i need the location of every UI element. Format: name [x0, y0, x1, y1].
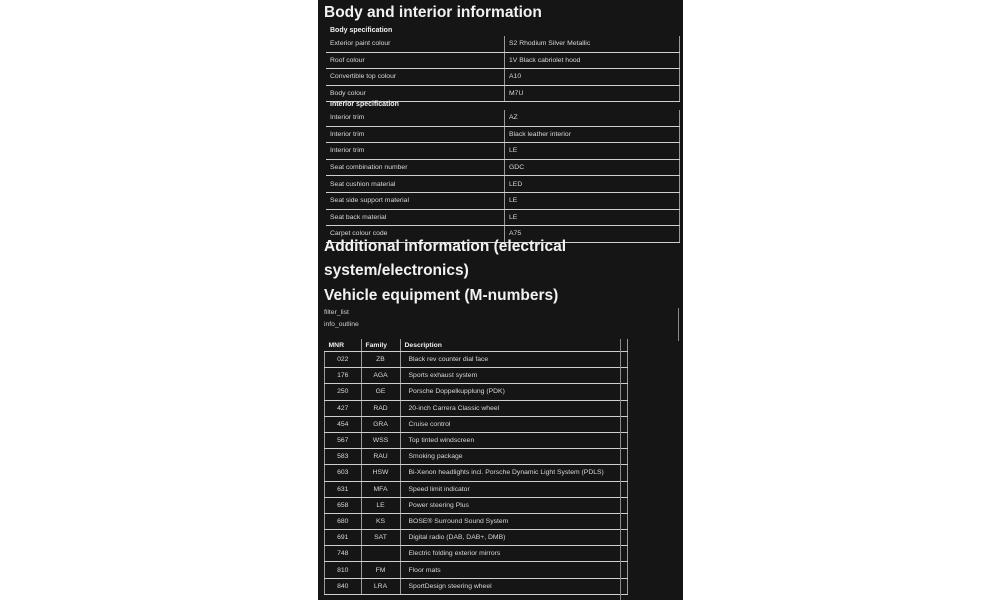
mnr-cell: 454: [325, 416, 362, 432]
mnr-cell: 631: [325, 481, 362, 497]
equipment-row: [325, 546, 628, 562]
equipment-table: [324, 339, 628, 595]
family-cell: RAD: [361, 400, 400, 416]
body-spec-label: Body specification: [330, 27, 393, 34]
toolbar-divider: [678, 308, 679, 341]
spec-value: LE: [505, 143, 680, 160]
family-cell: AGA: [361, 368, 400, 384]
spec-value: A75: [505, 226, 680, 243]
mnr-cell: 748: [325, 546, 362, 562]
spec-row: [326, 192, 680, 209]
description-cell: Smoking package: [400, 449, 628, 465]
spec-row: [326, 85, 680, 102]
description-cell: Black rev counter dial face: [400, 352, 628, 368]
spec-key: Seat back material: [326, 209, 505, 226]
spec-value: A10: [505, 69, 680, 86]
spec-key: Interior trim: [326, 110, 505, 126]
spec-row: [326, 110, 680, 126]
family-cell: FM: [361, 562, 400, 578]
spec-row: [326, 176, 680, 193]
equipment-row: [325, 562, 628, 578]
spec-row: [326, 159, 680, 176]
additional-info-heading: Additional information (electrical: [324, 238, 566, 255]
spec-row: [326, 143, 680, 160]
mnr-cell: 250: [325, 384, 362, 400]
spec-row: [326, 52, 680, 69]
spec-key: Seat combination number: [326, 159, 505, 176]
family-cell: KS: [361, 513, 400, 529]
family-cell: WSS: [361, 432, 400, 448]
mnr-cell: 567: [325, 432, 362, 448]
family-cell: MFA: [361, 481, 400, 497]
mnr-cell: 022: [325, 352, 362, 368]
spec-key: Carpet colour code: [326, 226, 505, 243]
equipment-row: [325, 416, 628, 432]
mnr-cell: 427: [325, 400, 362, 416]
spec-key: Interior trim: [326, 126, 505, 143]
spec-value: M7U: [505, 85, 680, 102]
spec-row: [326, 69, 680, 86]
family-cell: LE: [361, 497, 400, 513]
family-cell: LRA: [361, 578, 400, 594]
spec-value: AZ: [505, 110, 680, 126]
mnr-cell: 691: [325, 530, 362, 546]
family-cell: SAT: [361, 530, 400, 546]
body-interior-heading: Body and interior information: [324, 4, 542, 21]
additional-info-heading-cont: system/electronics): [324, 262, 469, 279]
interior-spec-label: Interior specification: [330, 101, 399, 108]
spec-value: LED: [505, 176, 680, 193]
equipment-row: [325, 449, 628, 465]
description-cell: Bi-Xenon headlights incl. Porsche Dynamic Light System (PDLS): [400, 465, 628, 481]
spec-key: Seat cushion material: [326, 176, 505, 193]
spec-value: Black leather interior: [505, 126, 680, 143]
equipment-row: [325, 513, 628, 529]
spec-row: [326, 126, 680, 143]
equipment-row: [325, 530, 628, 546]
body-spec-table: [326, 36, 680, 102]
description-cell: Electric folding exterior mirrors: [400, 546, 628, 562]
mnr-cell: 176: [325, 368, 362, 384]
spec-key: Convertible top colour: [326, 69, 505, 86]
equipment-row: [325, 465, 628, 481]
description-cell: Digital radio (DAB, DAB+, DMB): [400, 530, 628, 546]
spec-key: Seat side support material: [326, 192, 505, 209]
family-cell: [361, 546, 400, 562]
description-cell: 20-inch Carrera Classic wheel: [400, 400, 628, 416]
mnr-cell: 810: [325, 562, 362, 578]
description-cell: BOSE® Surround Sound System: [400, 513, 628, 529]
equipment-row: [325, 400, 628, 416]
equipment-row: [325, 481, 628, 497]
family-cell: GRA: [361, 416, 400, 432]
interior-spec-table: [326, 110, 680, 243]
mnr-column-header[interactable]: MNR: [325, 339, 362, 352]
equipment-row: [325, 578, 628, 594]
table-scroll-edge: [620, 339, 621, 600]
spec-key: Body colour: [326, 85, 505, 102]
equipment-header-row: [325, 339, 628, 352]
description-cell: Power steering Plus: [400, 497, 628, 513]
filter-list-icon[interactable]: filter_list: [324, 309, 349, 316]
family-cell: RAU: [361, 449, 400, 465]
spec-value: S2 Rhodium Silver Metallic: [505, 36, 680, 52]
family-column-header[interactable]: Family: [361, 339, 400, 352]
info-outline-icon[interactable]: info_outline: [324, 321, 359, 328]
description-cell: Porsche Doppelkupplung (PDK): [400, 384, 628, 400]
description-cell: Speed limit indicator: [400, 481, 628, 497]
mnr-cell: 583: [325, 449, 362, 465]
description-column-header[interactable]: Description: [400, 339, 628, 352]
spec-value: GDC: [505, 159, 680, 176]
description-cell: SportDesign steering wheel: [400, 578, 628, 594]
description-cell: Top tinted windscreen: [400, 432, 628, 448]
mnr-cell: 840: [325, 578, 362, 594]
description-cell: Sports exhaust system: [400, 368, 628, 384]
spec-value: 1V Black cabriolet hood: [505, 52, 680, 69]
family-cell: GE: [361, 384, 400, 400]
spec-key: Exterior paint colour: [326, 36, 505, 52]
mnr-cell: 680: [325, 513, 362, 529]
spec-row: [326, 36, 680, 52]
spec-key: Interior trim: [326, 143, 505, 160]
vehicle-info-panel: [318, 0, 683, 600]
equipment-row: [325, 352, 628, 368]
spec-row: [326, 209, 680, 226]
mnr-cell: 603: [325, 465, 362, 481]
description-cell: Cruise control: [400, 416, 628, 432]
description-cell: Floor mats: [400, 562, 628, 578]
equipment-row: [325, 497, 628, 513]
mnr-cell: 658: [325, 497, 362, 513]
equipment-row: [325, 368, 628, 384]
equipment-heading: Vehicle equipment (M-numbers): [324, 287, 559, 304]
family-cell: HSW: [361, 465, 400, 481]
equipment-row: [325, 384, 628, 400]
equipment-row: [325, 432, 628, 448]
family-cell: ZB: [361, 352, 400, 368]
spec-value: LE: [505, 192, 680, 209]
spec-value: LE: [505, 209, 680, 226]
spec-key: Roof colour: [326, 52, 505, 69]
